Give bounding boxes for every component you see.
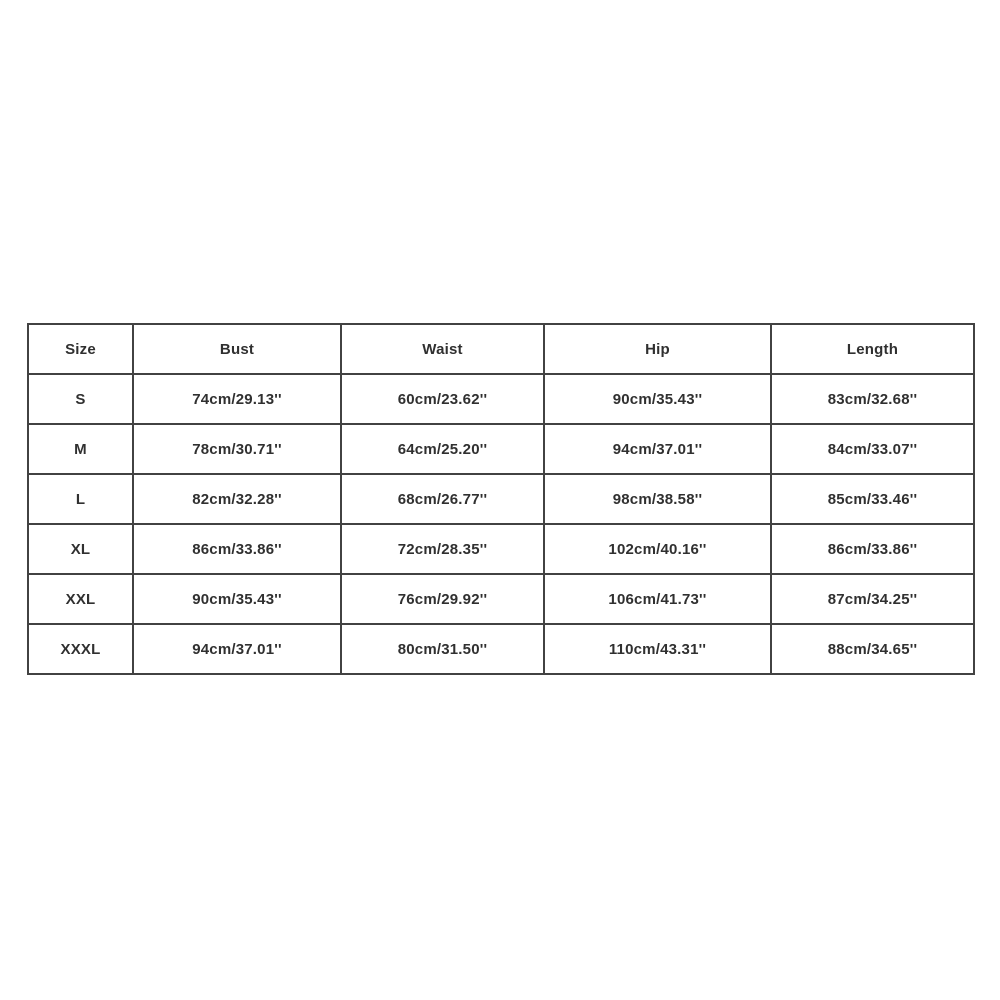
table-row-m <box>28 424 974 474</box>
length-value: 86cm/33.86'' <box>771 524 974 574</box>
waist-value: 64cm/25.20'' <box>341 424 544 474</box>
table-row-s <box>28 374 974 424</box>
length-value: 85cm/33.46'' <box>771 474 974 524</box>
table-row-xxl <box>28 574 974 624</box>
hip-value: 94cm/37.01'' <box>544 424 771 474</box>
header-row <box>28 324 974 374</box>
waist-value: 68cm/26.77'' <box>341 474 544 524</box>
bust-value: 74cm/29.13'' <box>133 374 341 424</box>
size-label: XXL <box>28 574 133 624</box>
waist-value: 80cm/31.50'' <box>341 624 544 674</box>
bust-value: 86cm/33.86'' <box>133 524 341 574</box>
bust-value: 94cm/37.01'' <box>133 624 341 674</box>
size-chart-table <box>27 323 975 675</box>
hip-value: 102cm/40.16'' <box>544 524 771 574</box>
table-row-l <box>28 474 974 524</box>
column-header-length: Length <box>771 324 974 374</box>
hip-value: 110cm/43.31'' <box>544 624 771 674</box>
bust-value: 90cm/35.43'' <box>133 574 341 624</box>
size-label: XXXL <box>28 624 133 674</box>
hip-value: 90cm/35.43'' <box>544 374 771 424</box>
size-label: XL <box>28 524 133 574</box>
column-header-bust: Bust <box>133 324 341 374</box>
length-value: 88cm/34.65'' <box>771 624 974 674</box>
column-header-waist: Waist <box>341 324 544 374</box>
size-label: S <box>28 374 133 424</box>
table-row-xl <box>28 524 974 574</box>
size-label: L <box>28 474 133 524</box>
column-header-hip: Hip <box>544 324 771 374</box>
length-value: 84cm/33.07'' <box>771 424 974 474</box>
length-value: 83cm/32.68'' <box>771 374 974 424</box>
column-header-size: Size <box>28 324 133 374</box>
hip-value: 106cm/41.73'' <box>544 574 771 624</box>
waist-value: 76cm/29.92'' <box>341 574 544 624</box>
size-label: M <box>28 424 133 474</box>
hip-value: 98cm/38.58'' <box>544 474 771 524</box>
table-row-xxxl <box>28 624 974 674</box>
waist-value: 72cm/28.35'' <box>341 524 544 574</box>
length-value: 87cm/34.25'' <box>771 574 974 624</box>
bust-value: 82cm/32.28'' <box>133 474 341 524</box>
bust-value: 78cm/30.71'' <box>133 424 341 474</box>
waist-value: 60cm/23.62'' <box>341 374 544 424</box>
